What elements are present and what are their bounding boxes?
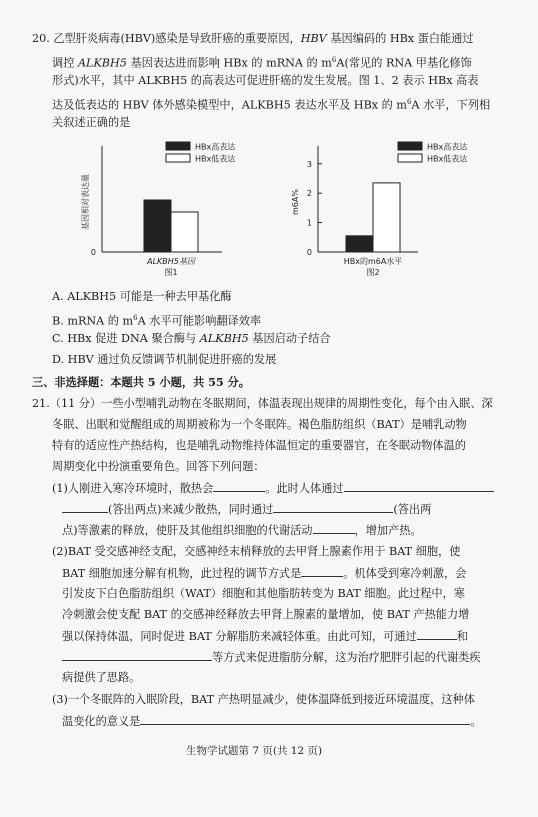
figure1-chart: [76, 134, 286, 286]
figure-title: 图2: [366, 268, 380, 277]
q21-sub2-line6: 等方式来促进脂肪分解，这为治疗肥胖引起的代谢类疾: [62, 648, 481, 667]
q21-sub3-line1: (3)一个冬眠阵的入眠阶段，BAT 产热明显减少，使体温降低到接近环境温度，这种体: [52, 693, 475, 706]
q21-sub2-line1: (2)BAT 受交感神经支配，交感神经末梢释放的去甲肾上腺素作用于 BAT 细胞，使: [52, 545, 461, 558]
blank-1[interactable]: [213, 479, 265, 492]
q21-sub2-line5: 强以保持体温，同时促进 BAT 分解脂肪来减轻体重。由此可知，可通过 和: [62, 627, 468, 646]
y-tick-label: 3: [306, 159, 312, 169]
bar-hbx-high: [144, 200, 171, 252]
y-tick-label: 0: [306, 248, 312, 257]
q21-para-line1: 21.（11 分）一些小型哺乳动物在冬眠期间，体温表现出规律的周期性变化，每个由入眠、深: [32, 397, 493, 410]
q21-sub2-line4: 冷刺激会使支配 BAT 的交感神经释放去甲肾上腺素的量增加，使 BAT 产热能力增: [62, 608, 470, 621]
figure2-chart: [290, 134, 500, 286]
q20-line4: 达及低表达的 HBV 体外感染模型中，ALKBH5 表达水平及 HBx 的 $m^6A$ 水平，下列相: [52, 98, 491, 112]
option-d: D. HBV 通过负反馈调节机制促进肝癌的发展: [52, 353, 277, 366]
blank-3[interactable]: [273, 500, 393, 513]
q21-sub3-line2: 温变化的意义是 。: [62, 712, 482, 731]
blank-2[interactable]: [344, 479, 494, 492]
legend-swatch: [166, 154, 190, 162]
y-tick-label: 2: [306, 189, 312, 199]
bar-hbx-high: [346, 236, 373, 252]
option-c: C. HBx 促进 DNA 聚合酶与 ALKBH5 基因启动子结合: [52, 332, 331, 345]
legend-swatch: [166, 142, 190, 150]
blank-2b[interactable]: [62, 500, 108, 513]
option-a: A. ALKBH5 可能是一种去甲基化酶: [52, 290, 232, 303]
figure-title: 图1: [164, 268, 178, 277]
blank-5[interactable]: [301, 564, 343, 577]
q21-sub2-line2: BAT 细胞加速分解有机物，此过程的调节方式是 。机体受到寒冷刺激，会: [62, 564, 466, 583]
q21-sub2-line7: 病提供了思路。: [62, 671, 141, 684]
legend-label: HBx高表达: [427, 142, 468, 152]
y-axis-label: m6A%: [291, 189, 300, 215]
x-axis-label: HBx的m6A水平: [343, 257, 403, 266]
blank-7[interactable]: [62, 648, 212, 661]
legend-swatch: [398, 142, 422, 150]
legend-swatch: [398, 154, 422, 162]
q21-sub1-line3: 点)等激素的释放，使肝及其他组织细胞的代谢活动 ，增加产热。: [62, 521, 422, 540]
section-heading: 三、非选择题：本题共 5 小题，共 55 分。: [32, 375, 250, 389]
y-axis-label: 基因相对表达量: [81, 174, 90, 230]
legend-label: HBx低表达: [195, 154, 236, 164]
q21-para-line4: 周期变化中扮演重要角色。回答下列问题：: [52, 460, 265, 473]
q20-line1: 20. 乙型肝炎病毒(HBV)感染是导致肝癌的重要原因，HBV 基因编码的 HBx 蛋白能通过: [32, 32, 474, 45]
q20-line2: 调控 ALKBH5 基因表达进而影响 HBx 的 mRNA 的 $m^6A$(常见的 RNA 甲基化修饰: [52, 56, 472, 70]
q21-sub1-line2: (答出两点)来减少散热，同时通过 (答出两: [62, 500, 431, 519]
q21-sub1-line1: (1)人刚进入寒冷环境时，散热会 。此时人体通过: [52, 479, 494, 498]
bar-hbx-low: [373, 183, 400, 252]
blank-6[interactable]: [417, 627, 457, 640]
y-tick-label: 0: [90, 248, 96, 257]
q21-para-line3: 特有的适应性产热结构，也是哺乳动物维持体温恒定的重要器官，在冬眠动物体温的: [52, 439, 466, 452]
page-footer: 生物学试题第 7 页(共 12 页): [186, 745, 323, 757]
q21-para-line2: 冬眠、出眠和觉醒组成的周期被称为一个冬眠阵。褐色脂肪组织（BAT）是哺乳动物: [52, 418, 467, 431]
option-b: B. mRNA 的 $m^6A$ 水平可能影响翻译效率: [52, 314, 262, 328]
blank-8[interactable]: [140, 712, 470, 725]
q21-sub2-line3: 引发皮下白色脂肪组织（WAT）细胞和其他脂肪转变为 BAT 细胞。此过程中，寒: [62, 587, 465, 600]
q20-line5: 关叙述正确的是: [52, 116, 131, 129]
legend-label: HBx高表达: [195, 142, 236, 152]
x-axis-label: ALKBH5基因: [147, 257, 195, 266]
bar-hbx-low: [171, 212, 198, 252]
q20-line3: 形式)水平，其中 ALKBH5 的高表达可促进肝癌的发生发展。图 1、2 表示 HBx 高表: [52, 74, 479, 87]
blank-4[interactable]: [313, 521, 355, 534]
y-tick-label: 1: [306, 218, 312, 228]
legend-label: HBx低表达: [427, 154, 468, 164]
